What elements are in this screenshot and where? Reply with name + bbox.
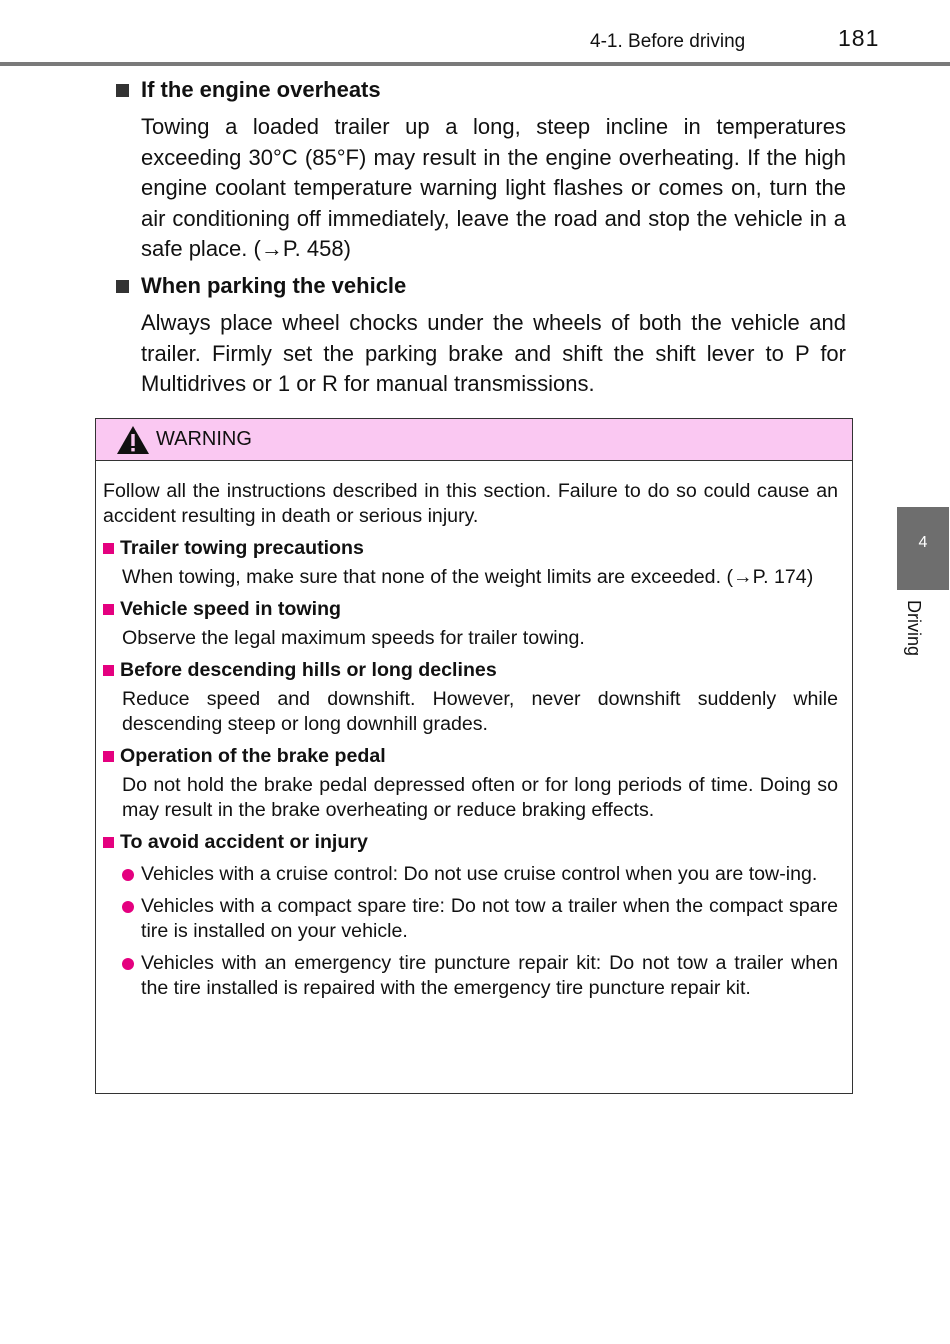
warning-item-heading bbox=[103, 536, 838, 561]
page-number: 181 bbox=[838, 25, 880, 51]
warning-bullet bbox=[122, 951, 838, 1001]
warning-item-heading bbox=[103, 744, 838, 769]
section-body: Towing a loaded trailer up a long, steep incline in temperatures exceeding 30°C (85°F) may result in the engine overheating. If the high engine coolant temperature warning light flashes or comes on, turn the air conditioning off immediately, leave the road and stop the vehicle in a safe place. (→P. 458) bbox=[141, 114, 846, 262]
warning-item bbox=[103, 597, 838, 651]
warning-label: WARNING bbox=[156, 428, 252, 450]
warning-item-body: Do not hold the brake pedal depressed often or for long periods of time. Doing so may result in the brake overheating or reduce braking effects. bbox=[122, 774, 838, 821]
section-heading-text: If the engine overheats bbox=[141, 77, 381, 102]
warning-item-heading-text: Operation of the brake pedal bbox=[120, 745, 386, 767]
warning-item-heading-text: Before descending hills or long declines bbox=[120, 659, 497, 681]
warning-item-heading-text: Vehicle speed in towing bbox=[120, 598, 342, 620]
warning-item bbox=[103, 658, 838, 737]
warning-bullet bbox=[122, 894, 838, 944]
warning-bullet-text: Vehicles with a compact spare tire: Do not tow a trailer when the compact spare tire is installed on your vehicle. bbox=[141, 895, 838, 942]
warning-item-heading-text: To avoid accident or injury bbox=[120, 831, 368, 853]
warning-item-body: Reduce speed and downshift. However, never downshift suddenly while descending steep or long downhill grades. bbox=[122, 688, 838, 735]
warning-bullet-text: Vehicles with an emergency tire puncture repair kit: Do not tow a trailer when the tire installed is repaired with the emergency tire puncture repair kit. bbox=[141, 952, 838, 999]
square-bullet-icon bbox=[103, 837, 114, 848]
warning-item-heading bbox=[103, 597, 838, 622]
warning-header bbox=[96, 419, 852, 461]
warning-item bbox=[103, 830, 838, 1001]
square-bullet-icon bbox=[103, 665, 114, 676]
header-divider bbox=[0, 62, 950, 66]
warning-content bbox=[96, 461, 852, 1001]
chapter-tab[interactable] bbox=[897, 507, 949, 590]
warning-item bbox=[103, 536, 838, 590]
warning-item-heading bbox=[103, 658, 838, 683]
warning-intro: Follow all the instructions described in this section. Failure to do so could cause an accident resulting in death or serious injury. bbox=[103, 480, 838, 527]
square-bullet-icon bbox=[103, 604, 114, 615]
dot-bullet-icon bbox=[122, 901, 134, 913]
square-bullet-icon bbox=[116, 84, 129, 97]
square-bullet-icon bbox=[103, 751, 114, 762]
warning-bullet bbox=[122, 862, 838, 887]
section-heading bbox=[116, 272, 846, 300]
warning-item-body: When towing, make sure that none of the weight limits are exceeded. (→P. 174) bbox=[122, 566, 814, 588]
warning-item-heading bbox=[103, 830, 838, 855]
header-section-title: 4-1. Before driving bbox=[590, 31, 746, 52]
section-heading bbox=[116, 76, 846, 104]
square-bullet-icon bbox=[103, 543, 114, 554]
section-parking-vehicle bbox=[116, 272, 846, 400]
dot-bullet-icon bbox=[122, 958, 134, 970]
section-engine-overheats bbox=[116, 76, 846, 265]
warning-item-heading-text: Trailer towing precautions bbox=[120, 537, 364, 559]
chapter-tab-label: Driving bbox=[904, 600, 924, 657]
section-heading-text: When parking the vehicle bbox=[141, 273, 407, 298]
dot-bullet-icon bbox=[122, 869, 134, 881]
warning-item bbox=[103, 744, 838, 823]
square-bullet-icon bbox=[116, 280, 129, 293]
warning-triangle-icon bbox=[116, 425, 150, 455]
warning-item-body: Observe the legal maximum speeds for trailer towing. bbox=[122, 627, 585, 649]
section-body: Always place wheel chocks under the wheels of both the vehicle and trailer. Firmly set the parking brake and shift the shift lever to P for Multidrives or 1 or R for manual transmissions. bbox=[141, 310, 846, 397]
chapter-tab-number: 4 bbox=[918, 534, 928, 551]
warning-bullet-text: Vehicles with a cruise control: Do not use cruise control when you are tow-ing. bbox=[141, 863, 818, 885]
warning-box bbox=[95, 418, 853, 1094]
